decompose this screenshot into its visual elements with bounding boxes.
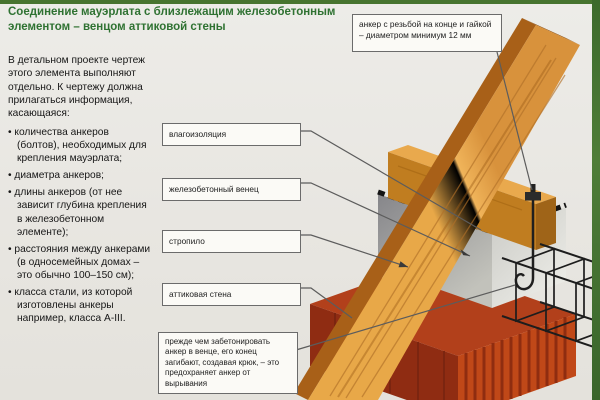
hook-note-text: прежде чем забетонировать анкер в венце, его конец загибают, создавая крюк, – это предохраняет анкер от вырывания — [165, 337, 280, 388]
moisture-callout-label: влагоизоляция — [169, 129, 227, 140]
page-title: Соединение мауэрлата с близлежащим железобетонным элементом – венцом аттиковой стены — [8, 6, 336, 33]
moisture-callout-box — [162, 123, 301, 146]
anchor-nut — [525, 192, 541, 201]
crown-callout-box — [162, 178, 301, 201]
page-right-green-band — [592, 0, 600, 400]
crown-callout-label: железобетонный венец — [169, 184, 259, 195]
hook-note-box — [158, 332, 298, 394]
attic-wall-callout-box — [162, 283, 301, 306]
body-text-column — [8, 54, 153, 329]
page-top-green-rule — [0, 0, 600, 4]
anchor-callout-label: анкер с резьбой на конце и гайкой – диаметром минимум 12 мм — [359, 19, 492, 40]
anchor-callout-box — [352, 14, 502, 52]
list-item: • диаметра анкеров; — [8, 169, 153, 182]
attic-wall-callout-label: аттиковая стена — [169, 289, 232, 300]
rafter-callout-box — [162, 230, 301, 253]
requirements-list — [8, 126, 153, 325]
list-item: • длины анкеров (от нее зависит глубина крепления в железобетонном элементе); — [8, 186, 153, 238]
list-item: • количества анкеров (болтов), необходимых для крепления мауэрлата; — [8, 126, 153, 165]
list-item: • класса стали, из которой изготовлены анкеры например, класса А-III. — [8, 286, 153, 325]
intro-paragraph: В детальном проекте чертеж этого элемента выполняют отдельно. К чертежу должна прилагаться информация, касающаяся: — [8, 55, 145, 119]
list-item: • расстояния между анкерами (в односемейных домах – это обычно 100–150 см); — [8, 243, 153, 282]
rafter-callout-label: стропило — [169, 236, 205, 247]
